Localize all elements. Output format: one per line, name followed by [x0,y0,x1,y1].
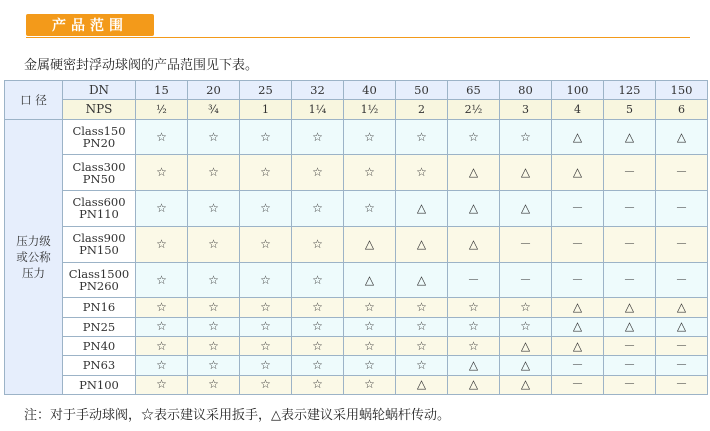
pressure-class-cell: PN63 [63,356,136,375]
range-cell: ☆ [344,356,396,375]
range-cell: △ [656,317,708,336]
range-cell: △ [552,298,604,317]
range-cell: △ [344,226,396,262]
range-cell: △ [448,226,500,262]
range-cell: ☆ [344,119,396,155]
section-divider [26,37,690,38]
dn-value-cell: 150 [656,81,708,100]
dn-value-cell: 65 [448,81,500,100]
range-cell: ☆ [448,298,500,317]
range-cell: － [604,155,656,191]
range-cell: ☆ [344,155,396,191]
range-cell: － [552,356,604,375]
range-cell: △ [552,336,604,355]
range-cell: － [656,226,708,262]
table-row [5,262,708,298]
table-row [5,356,708,375]
range-cell: △ [656,119,708,155]
range-cell: ☆ [292,155,344,191]
range-cell: △ [344,262,396,298]
nps-value-cell: 4 [552,100,604,119]
range-cell: △ [656,298,708,317]
product-range-table [4,80,708,395]
range-cell: △ [500,336,552,355]
range-cell: ☆ [292,119,344,155]
range-cell: ☆ [292,317,344,336]
range-cell: △ [604,298,656,317]
range-cell: ☆ [292,356,344,375]
dn-value-cell: 32 [292,81,344,100]
pressure-group-label: 压力级或公称压力 [5,119,63,394]
footnote: 注：对于手动球阀，☆表示建议采用扳手，△表示建议采用蜗轮蜗杆传动。 [24,408,450,423]
range-cell: － [656,356,708,375]
range-cell: ☆ [136,298,188,317]
range-cell: － [656,375,708,394]
table-row [5,298,708,317]
range-cell: ☆ [136,356,188,375]
dn-value-cell: 125 [604,81,656,100]
dn-value-cell: 80 [500,81,552,100]
range-cell: ☆ [396,155,448,191]
range-cell: ☆ [448,317,500,336]
range-cell: ☆ [240,191,292,227]
range-cell: ☆ [500,317,552,336]
nps-value-cell: ½ [136,100,188,119]
range-cell: ☆ [136,317,188,336]
range-cell: － [448,262,500,298]
range-cell: ☆ [448,336,500,355]
pressure-class-cell: Class1500 PN260 [63,262,136,298]
dn-value-cell: 25 [240,81,292,100]
range-cell: ☆ [344,191,396,227]
dn-label-cell: DN [63,81,136,100]
range-cell: ☆ [136,191,188,227]
range-cell: ☆ [500,119,552,155]
range-cell: ☆ [188,356,240,375]
pressure-class-cell: PN100 [63,375,136,394]
range-cell: ☆ [292,336,344,355]
range-cell: △ [604,317,656,336]
range-cell: － [604,336,656,355]
range-cell: △ [396,226,448,262]
range-cell: － [656,262,708,298]
range-cell: △ [396,191,448,227]
range-cell: ☆ [188,375,240,394]
range-cell: － [552,191,604,227]
range-cell: ☆ [240,375,292,394]
range-cell: ☆ [292,191,344,227]
range-cell: △ [448,191,500,227]
range-cell: － [656,336,708,355]
dn-value-cell: 20 [188,81,240,100]
intro-text: 金属硬密封浮动球阀的产品范围见下表。 [24,58,259,73]
range-cell: ☆ [136,226,188,262]
table-row [5,155,708,191]
dn-value-cell: 100 [552,81,604,100]
range-cell: ☆ [240,155,292,191]
range-cell: ☆ [396,336,448,355]
range-cell: ☆ [188,155,240,191]
pressure-class-cell: PN40 [63,336,136,355]
range-cell: ☆ [188,262,240,298]
nps-row [5,100,708,119]
range-cell: ☆ [292,375,344,394]
pressure-class-cell: Class600 PN110 [63,191,136,227]
table-row [5,336,708,355]
nps-value-cell: 1½ [344,100,396,119]
dn-value-cell: 50 [396,81,448,100]
range-cell: ☆ [292,226,344,262]
dn-value-cell: 15 [136,81,188,100]
range-cell: ☆ [292,298,344,317]
nps-value-cell: 2½ [448,100,500,119]
range-cell: ☆ [500,298,552,317]
range-cell: － [656,191,708,227]
range-cell: ☆ [240,119,292,155]
pressure-class-cell: Class150 PN20 [63,119,136,155]
range-cell: △ [500,375,552,394]
range-cell: － [552,375,604,394]
range-cell: ☆ [188,298,240,317]
nps-label-cell: NPS [63,100,136,119]
dn-value-cell: 40 [344,81,396,100]
range-cell: － [552,262,604,298]
dn-row [5,81,708,100]
range-cell: ☆ [240,298,292,317]
range-cell: － [604,356,656,375]
range-cell: － [604,262,656,298]
table-row [5,226,708,262]
range-cell: ☆ [240,317,292,336]
nps-value-cell: 3 [500,100,552,119]
range-cell: ☆ [240,336,292,355]
pressure-class-cell: PN16 [63,298,136,317]
pressure-class-cell: Class300 PN50 [63,155,136,191]
nps-value-cell: 1¼ [292,100,344,119]
nps-value-cell: 5 [604,100,656,119]
nps-value-cell: 6 [656,100,708,119]
range-cell: △ [396,262,448,298]
range-cell: ☆ [240,262,292,298]
range-cell: △ [500,356,552,375]
range-cell: △ [500,155,552,191]
table-row [5,317,708,336]
range-cell: ☆ [396,317,448,336]
range-cell: ☆ [344,336,396,355]
range-cell: ☆ [240,356,292,375]
range-cell: ☆ [188,119,240,155]
range-cell: ☆ [344,375,396,394]
range-cell: △ [552,155,604,191]
range-cell: ☆ [136,119,188,155]
range-cell: － [656,155,708,191]
table-row [5,119,708,155]
range-cell: △ [552,317,604,336]
pressure-class-cell: PN25 [63,317,136,336]
range-cell: ☆ [396,356,448,375]
nps-value-cell: 2 [396,100,448,119]
range-cell: △ [552,119,604,155]
range-cell: ☆ [396,298,448,317]
range-cell: － [604,191,656,227]
range-cell: ☆ [240,226,292,262]
nps-value-cell: 1 [240,100,292,119]
size-header-cell: 口 径 [5,81,63,120]
range-cell: ☆ [188,336,240,355]
range-cell: ☆ [344,298,396,317]
range-cell: ☆ [188,226,240,262]
range-cell: － [604,226,656,262]
range-cell: ☆ [136,336,188,355]
range-cell: △ [448,155,500,191]
range-cell: ☆ [188,317,240,336]
range-cell: ☆ [344,317,396,336]
range-cell: － [500,226,552,262]
range-cell: － [500,262,552,298]
range-cell: ☆ [188,191,240,227]
range-cell: △ [448,356,500,375]
table-row [5,191,708,227]
range-cell: △ [500,191,552,227]
range-cell: △ [396,375,448,394]
range-cell: － [552,226,604,262]
table-row [5,375,708,394]
range-cell: － [604,375,656,394]
range-cell: ☆ [292,262,344,298]
range-cell: ☆ [396,119,448,155]
pressure-class-cell: Class900 PN150 [63,226,136,262]
range-cell: ☆ [136,155,188,191]
range-cell: ☆ [136,375,188,394]
range-cell: ☆ [448,119,500,155]
range-cell: ☆ [136,262,188,298]
range-cell: △ [448,375,500,394]
nps-value-cell: ¾ [188,100,240,119]
section-title-tab: 产品范围 [26,14,154,36]
range-cell: △ [604,119,656,155]
